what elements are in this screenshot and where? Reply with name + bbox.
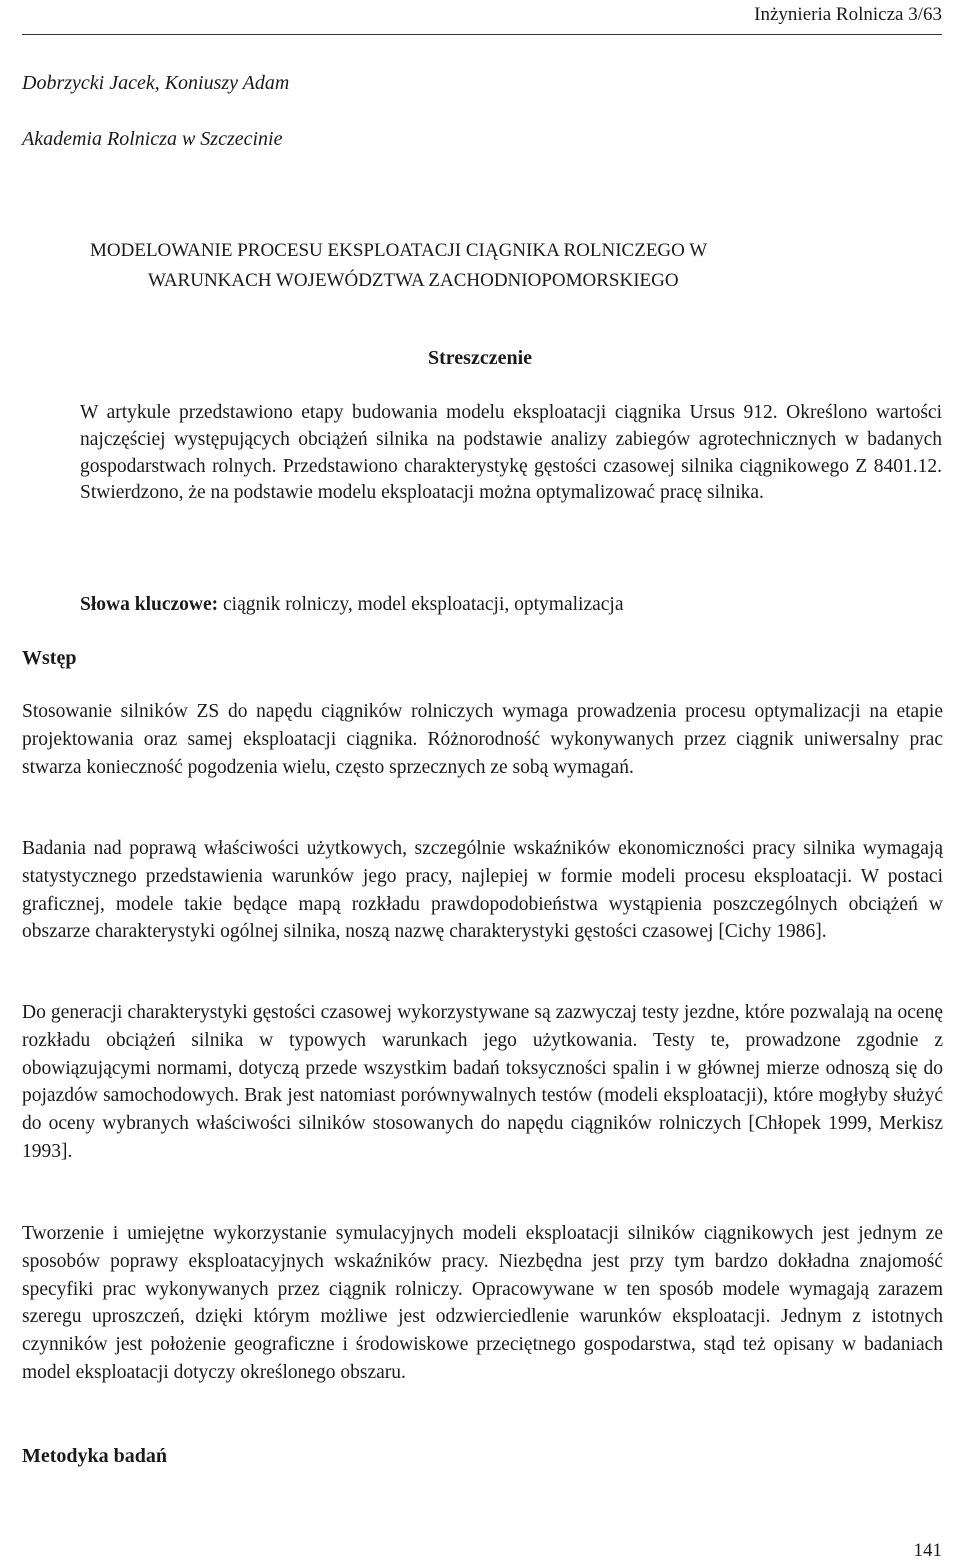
- affiliation: Akademia Rolnicza w Szczecinie: [22, 128, 283, 150]
- abstract-heading: Streszczenie: [427, 347, 533, 369]
- paragraph: Do generacji charakterystyki gęstości czasowej wykorzystywane są zazwyczaj testy jezdne, które pozwalają na ocenę rozkładu obciążeń silnika w typowych warunkach jego użytkowania. Testy te, prowadzone zgodnie z obowiązującymi normami, dotyczą przede wszystkim badań toksyczności spalin i w głównej mierze odnoszą się do pojazdów samochodowych. Brak jest natomiast porównywalnych testów (modeli eksploatacji), które mogłyby służyć do oceny wybranych właściwości silników stosowanych do napędu ciągników rolniczych [Chłopek 1999, Merkisz 1993].: [22, 1002, 943, 1162]
- authors: Dobrzycki Jacek, Koniuszy Adam: [22, 72, 290, 94]
- page-number: 141: [913, 1540, 942, 1561]
- title-line-2: WARUNKACH WOJEWÓDZTWA ZACHODNIOPOMORSKIEGO: [148, 270, 679, 291]
- abstract-text: W artykule przedstawiono etapy budowania modelu eksploatacji ciągnika Ursus 912. Określono wartości najczęściej występujących obciążeń silnika na podstawie analizy zabiegów agrotechnicznych w badanych gospodarstwach rolnych. Przedstawiono charakterystykę gęstości czasowej silnika ciągnikowego Z 8401.12. Stwierdzono, że na podstawie modelu eksploatacji można optymalizować pracę silnika.: [80, 402, 942, 504]
- title-line-1: MODELOWANIE PROCESU EKSPLOATACJI CIĄGNIKA ROLNICZEGO W: [90, 240, 708, 261]
- section-heading-intro: Wstęp: [22, 647, 77, 669]
- keywords-list: ciągnik rolniczy, model eksploatacji, optymalizacja: [223, 594, 624, 615]
- paragraph: Stosowanie silników ZS do napędu ciągników rolniczych wymaga prowadzenia procesu optymalizacji na etapie projektowania oraz samej eksploatacji ciągnika. Różnorodność wykonywanych przez ciągnik uniwersalny prac stwarza konieczność pogodzenia wielu, często sprzecznych ze sobą wymagań.: [22, 701, 943, 778]
- keywords: [80, 594, 624, 616]
- keywords-label: Słowa kluczowe:: [80, 594, 219, 615]
- paragraph: Tworzenie i umiejętne wykorzystanie symulacyjnych modeli eksploatacji silników ciągnikowych jest jednym ze sposobów poprawy eksploatacyjnych wskaźników pracy. Niezbędna jest przy tym bardzo dokładna znajomość specyfiki prac wykonywanych przez ciągnik rolniczy. Opracowywane w ten sposób modele wymagają zarazem szeregu uproszczeń, dzięki którym możliwe jest odzwierciedlenie warunków eksploatacji. Jednym z istotnych czynników jest położenie geograficzne i środowiskowe przeciętnego gospodarstwa, stąd też opisany w badaniach model eksploatacji dotyczy określonego obszaru.: [22, 1223, 943, 1383]
- section-heading-methods: Metodyka badań: [22, 1445, 168, 1467]
- running-header: [22, 0, 942, 35]
- paper-title: [80, 236, 840, 296]
- journal-name: Inżynieria Rolnicza 3/63: [754, 4, 942, 25]
- paragraph: Badania nad poprawą właściwości użytkowych, szczególnie wskaźników ekonomiczności pracy silnika wymagają statystycznego przedstawienia warunków jego pracy, najlepiej w formie modeli procesu eksploatacji. W postaci graficznej, modele takie będące mapą rozkładu prawdopodobieństwa wystąpienia poszczególnych obciążeń w obszarze charakterystyki ogólnej silnika, noszą nazwę charakterystyki gęstości czasowej [Cichy 1986].: [22, 838, 943, 943]
